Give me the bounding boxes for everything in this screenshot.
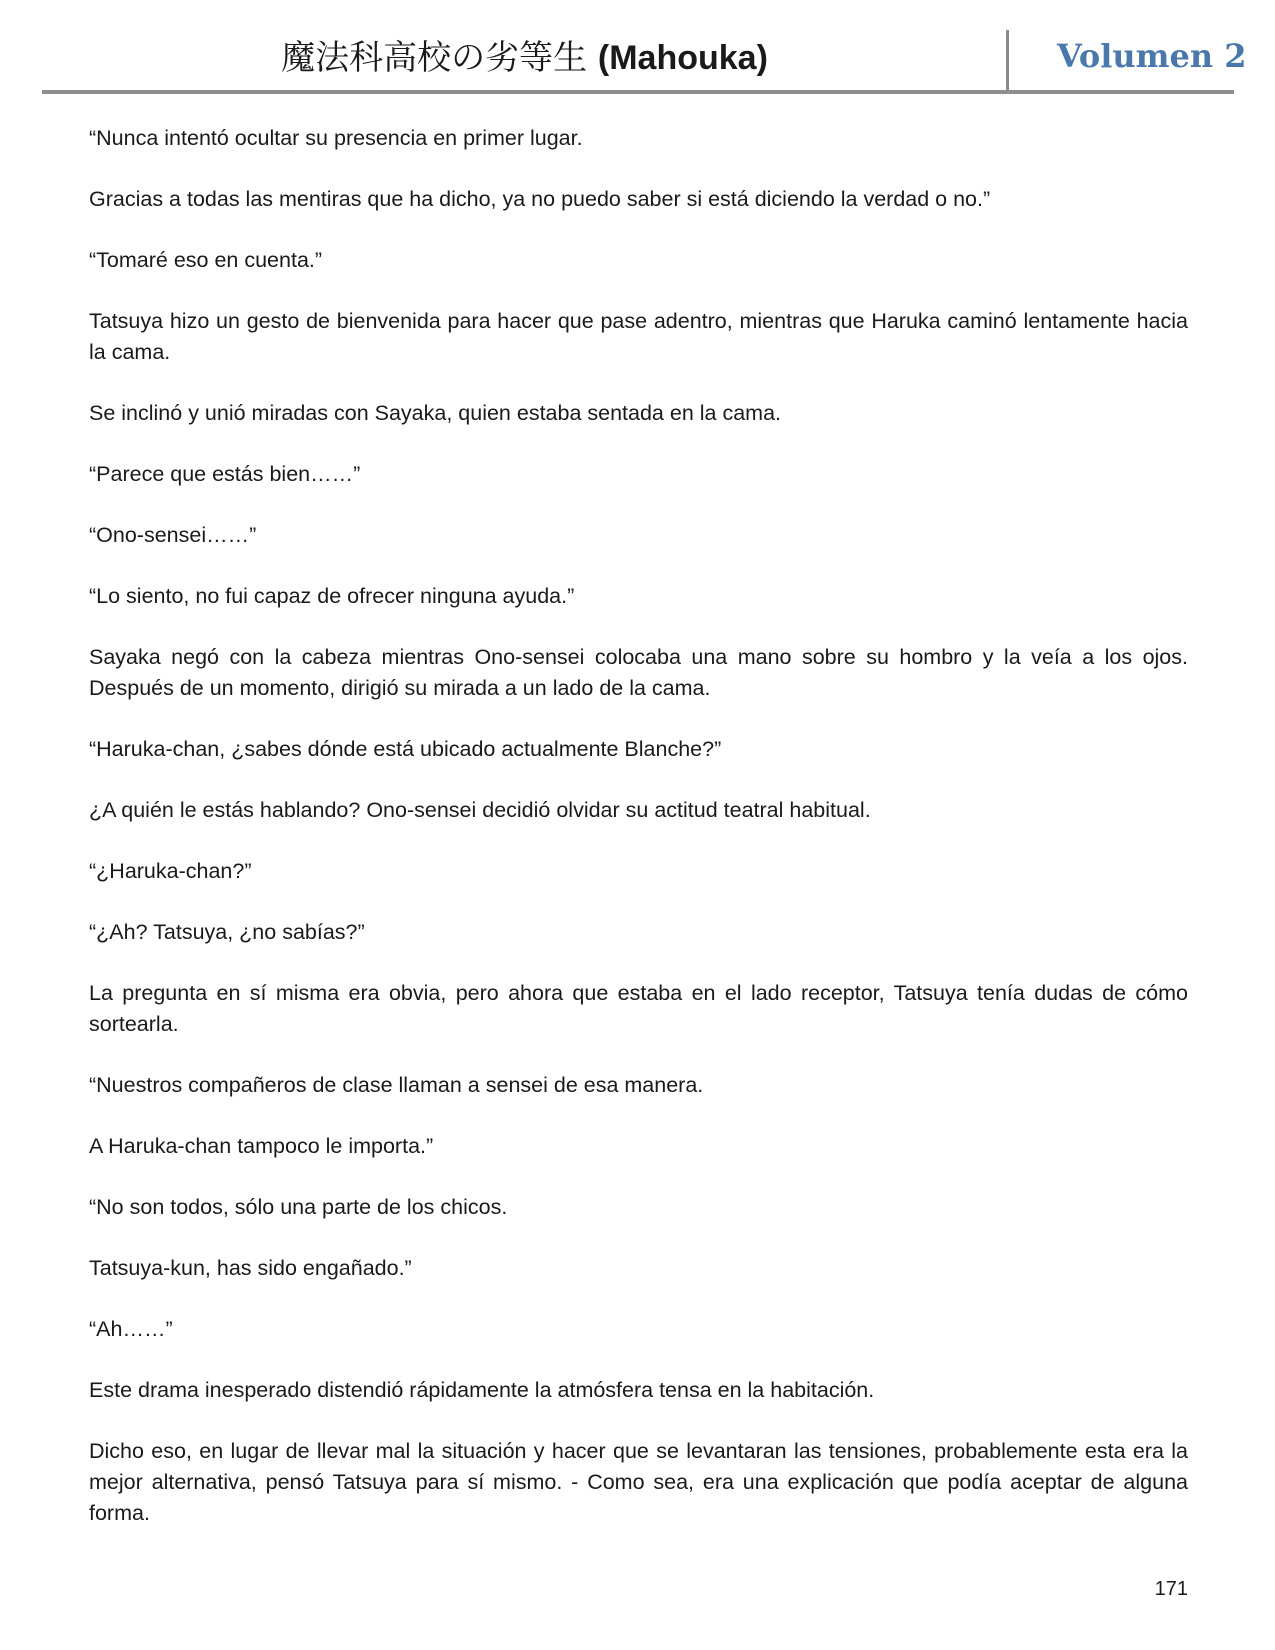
paragraph: Este drama inesperado distendió rápidamente la atmósfera tensa en la habitación. <box>89 1378 875 1402</box>
paragraph: “Nuestros compañeros de clase llaman a sensei de esa manera. <box>89 1073 704 1097</box>
book-title <box>42 36 1007 80</box>
book-title-latin: (Mahouka) <box>597 39 768 77</box>
header-divider <box>1006 30 1009 92</box>
paragraph: “¿Ah? Tatsuya, ¿no sabías?” <box>89 920 365 944</box>
volume-label: Volumen 2 <box>1057 37 1247 75</box>
book-title-japanese: 魔法科高校の劣等生 <box>281 38 588 78</box>
paragraph: “¿Haruka-chan?” <box>89 859 252 883</box>
page-header <box>42 26 1247 94</box>
paragraph: Sayaka negó con la cabeza mientras Ono-sensei colocaba una mano sobre su hombro y la veía a los ojos. Después de un momento, dirigió su mirada a un lado de la cama. <box>89 645 1188 700</box>
paragraph: Dicho eso, en lugar de llevar mal la situación y hacer que se levantaran las tensiones, probablemente esta era la mejor alternativa, pensó Tatsuya para sí mismo. - Como sea, era una explicación que podía aceptar de alguna forma. <box>89 1439 1188 1525</box>
paragraph: A Haruka-chan tampoco le importa.” <box>89 1134 434 1158</box>
paragraph: Gracias a todas las mentiras que ha dicho, ya no puedo saber si está diciendo la verdad o no.” <box>89 187 991 211</box>
paragraph: ¿A quién le estás hablando? Ono-sensei decidió olvidar su actitud teatral habitual. <box>89 798 871 822</box>
page-body <box>89 123 1188 1559</box>
paragraph: “Ah……” <box>89 1317 173 1341</box>
page-number: 171 <box>1154 1578 1188 1600</box>
paragraph: Tatsuya-kun, has sido engañado.” <box>89 1256 412 1280</box>
paragraph: “Lo siento, no fui capaz de ofrecer ninguna ayuda.” <box>89 584 575 608</box>
paragraph: “Ono-sensei……” <box>89 523 257 547</box>
paragraph: “Haruka-chan, ¿sabes dónde está ubicado actualmente Blanche?” <box>89 737 722 761</box>
paragraph: “Parece que estás bien……” <box>89 462 361 486</box>
paragraph: “Tomaré eso en cuenta.” <box>89 248 323 272</box>
paragraph: “Nunca intentó ocultar su presencia en primer lugar. <box>89 126 583 150</box>
paragraph: Se inclinó y unió miradas con Sayaka, quien estaba sentada en la cama. <box>89 401 782 425</box>
header-rule <box>42 90 1234 94</box>
paragraph: Tatsuya hizo un gesto de bienvenida para hacer que pase adentro, mientras que Haruka caminó lentamente hacia la cama. <box>89 309 1188 364</box>
paragraph: “No son todos, sólo una parte de los chicos. <box>89 1195 508 1219</box>
paragraph: La pregunta en sí misma era obvia, pero ahora que estaba en el lado receptor, Tatsuya tenía dudas de cómo sortearla. <box>89 981 1188 1036</box>
